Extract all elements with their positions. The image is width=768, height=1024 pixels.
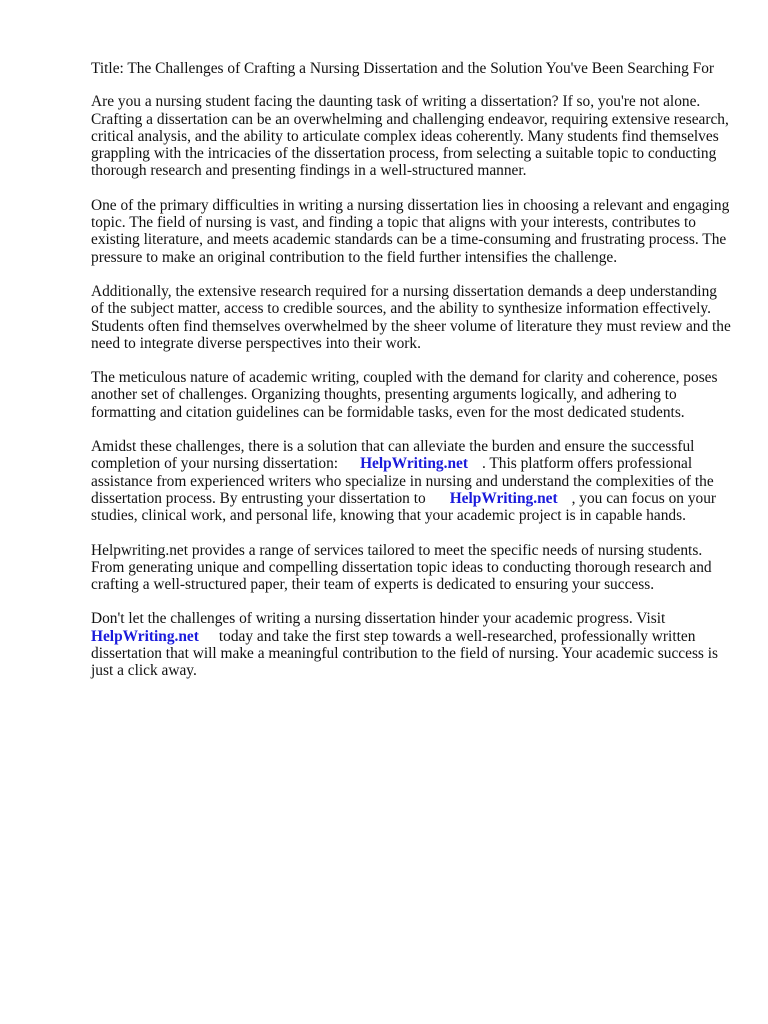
solution-text-3: , you can focus on your studies, clinical work, and personal life, knowing that your academic project is in capable hands.	[91, 489, 717, 525]
solution-text-2: . This platform offers professional assistance from experienced writers who specialize in nursing and understand the complexities of the dissertation process. By entrusting your dissertation to	[91, 455, 714, 507]
helpwriting-link-3[interactable]: HelpWriting.net	[91, 627, 199, 645]
intro-paragraph: Are you a nursing student facing the daunting task of writing a dissertation? If so, you're not alone. Crafting a dissertation can be an overwhelming and challenging endeavor, requiring extensive research, critical analysis, and the ability to articulate complex ideas coherently. Many students find themselves grappling with the intricacies of the dissertation process, from selecting a suitable topic to conducting thorough research and presenting findings in a well-structured manner.	[91, 93, 729, 180]
solution-text-1: Amidst these challenges, there is a solution that can alleviate the burden and ensure the successful completion of your nursing dissertation:	[91, 438, 695, 473]
helpwriting-link-2[interactable]: HelpWriting.net	[449, 489, 558, 507]
solution-paragraph	[91, 438, 731, 524]
writing-paragraph: The meticulous nature of academic writing, coupled with the demand for clarity and coherence, poses another set of challenges. Organizing thoughts, presenting arguments logically, and adhering to formatting and citation guidelines can be formidable tasks, even for the most dedicated students.	[91, 369, 718, 421]
helpwriting-link-1[interactable]: HelpWriting.net	[360, 455, 468, 473]
closing-text-1: Don't let the challenges of writing a nursing dissertation hinder your academic progress. Visit	[91, 610, 666, 628]
topic-paragraph: One of the primary difficulties in writing a nursing dissertation lies in choosing a relevant and engaging topic. The field of nursing is vast, and finding a topic that aligns with your interests, contributes to existing literature, and meets academic standards can be a time-consuming and frustrating process. The pressure to make an original contribution to the field further intensifies the challenge.	[91, 196, 730, 266]
document-title: Title: The Challenges of Crafting a Nursing Dissertation and the Solution You've Been Searching For	[91, 60, 715, 77]
closing-paragraph	[91, 610, 731, 679]
document-page	[91, 60, 731, 697]
research-paragraph: Additionally, the extensive research required for a nursing dissertation demands a deep understanding of the subject matter, access to credible sources, and the ability to synthesize information effectively. Students often find themselves overwhelmed by the sheer volume of literature they must review and the need to integrate diverse perspectives into their work.	[91, 282, 731, 352]
services-paragraph: Helpwriting.net provides a range of services tailored to meet the specific needs of nursing students. From generating unique and compelling dissertation topic ideas to conducting thorough research and crafting a well-structured paper, their team of experts is dedicated to ensuring your success.	[91, 541, 712, 594]
closing-text-2: today and take the first step towards a well-researched, professionally written dissertation that will make a meaningful contribution to the field of nursing. Your academic success is just a click away.	[91, 627, 719, 680]
